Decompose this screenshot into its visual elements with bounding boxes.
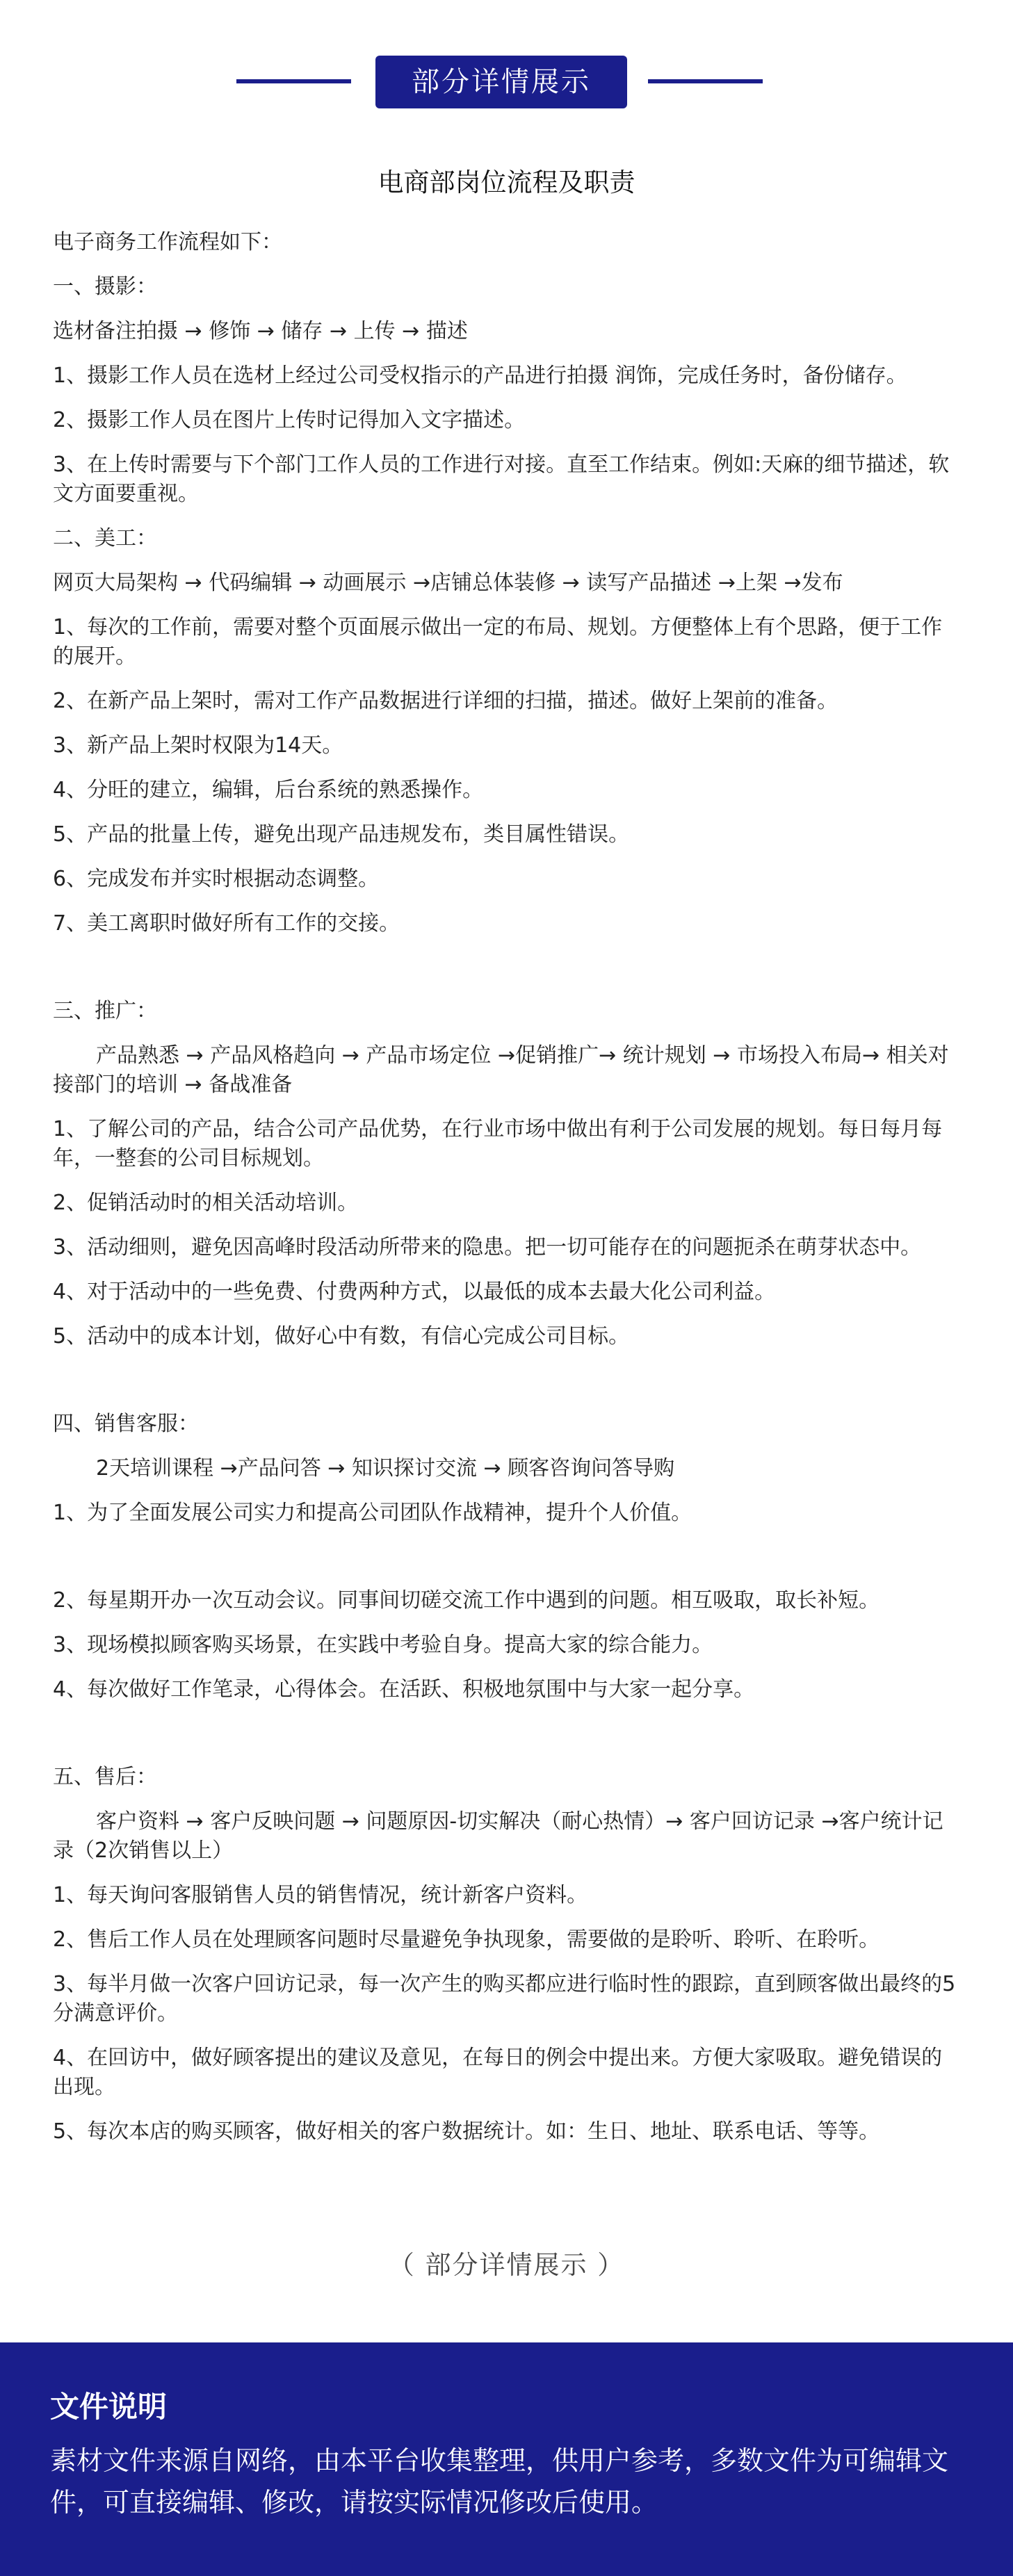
list-item: 5、每次本店的购买顾客，做好相关的客户数据统计。如：生日、地址、联系电话、等等。 (53, 2119, 880, 2144)
list-item: 4、每次做好工作笔录，心得体会。在活跃、积极地氛围中与大家一起分享。 (53, 1677, 755, 1702)
list-item: 6、完成发布并实时根据动态调整。 (53, 867, 380, 891)
list-item: 2、促销活动时的相关活动培训。 (53, 1191, 359, 1215)
list-item: 1、为了全面发展公司实力和提高公司团队作战精神，提升个人价值。 (53, 1501, 692, 1525)
list-item: 4、对于活动中的一些免费、付费两种方式，以最低的成本去最大化公司利益。 (53, 1280, 776, 1304)
list-item: 3、每半月做一次客户回访记录，每一次产生的购买都应进行临时性的跟踪，直到顾客做出最终的5分满意评价。 (53, 1972, 956, 2025)
document-body (53, 228, 957, 2162)
process-flow-sales-service: 2天培训课程 →产品问答 → 知识探讨交流 → 顾客咨询问答导购 (96, 1456, 675, 1481)
list-item: 1、了解公司的产品，结合公司产品优势，在行业市场中做出有利于公司发展的规划。每日每月每年，一整套的公司目标规划。 (53, 1117, 943, 1171)
header-banner (0, 56, 1013, 108)
list-item: 2、在新产品上架时，需对工作产品数据进行详细的扫描，描述。做好上架前的准备。 (53, 689, 838, 713)
list-item: 1、每天询问客服销售人员的销售情况，统计新客户资料。 (53, 1883, 588, 1907)
document-title: 电商部岗位流程及职责 (378, 168, 635, 197)
list-item: 4、分旺的建立，编辑，后台系统的熟悉操作。 (53, 778, 484, 802)
list-item: 1、摄影工作人员在选材上经过公司受权指示的产品进行拍摄 润饰，完成任务时，备份储存。 (53, 364, 907, 388)
list-item: 2、售后工作人员在处理顾客问题时尽量避免争执现象，需要做的是聆听、聆听、在聆听。 (53, 1927, 880, 1952)
header-divider-right (648, 79, 763, 83)
process-flow-promotion: 产品熟悉 → 产品风格趋向 → 产品市场定位 →促销推广→ 统计规划 → 市场投入布局→ 相关对接部门的培训 → 备战准备 (53, 1043, 949, 1097)
header-divider-left (236, 79, 351, 83)
section-heading-sales-service: 四、销售客服： (53, 1412, 199, 1436)
list-item: 3、活动细则，避免因高峰时段活动所带来的隐患。把一切可能存在的问题扼杀在萌芽状态中。 (53, 1235, 922, 1260)
footer-description: 素材文件来源自网络，由本平台收集整理，供用户参考，多数文件为可编辑文件，可直接编辑、修改，请按实际情况修改后使用。 (50, 2445, 949, 2518)
list-item: 5、活动中的成本计划，做好心中有数，有信心完成公司目标。 (53, 1324, 630, 1348)
list-item: 5、产品的批量上传，避免出现产品违规发布，类目属性错误。 (53, 822, 630, 847)
header-badge: 部分详情展示 (375, 56, 627, 108)
list-item: 7、美工离职时做好所有工作的交接。 (53, 911, 400, 936)
list-item: 3、新产品上架时权限为14天。 (53, 733, 343, 758)
section-heading-after-sales: 五、售后： (53, 1765, 157, 1789)
process-flow-photography: 选材备注拍摄 → 修饰 → 储存 → 上传 → 描述 (53, 319, 468, 343)
footer-notice (0, 2342, 1013, 2576)
section-heading-photography: 一、摄影： (53, 275, 157, 299)
intro-line: 电子商务工作流程如下： (53, 230, 282, 254)
process-flow-design: 网页大局架构 → 代码编辑 → 动画展示 →店铺总体装修 → 读写产品描述 →上架 →发布 (53, 571, 843, 595)
section-heading-promotion: 三、推广： (53, 999, 157, 1023)
list-item: 3、在上传时需要与下个部门工作人员的工作进行对接。直至工作结束。例如:天麻的细节描述，软文方面要重视。 (53, 453, 950, 506)
preview-caption: （ 部分详情展示 ） (388, 2250, 625, 2280)
list-item: 2、每星期开办一次互动会议。同事间切磋交流工作中遇到的问题。相互吸取，取长补短。 (53, 1588, 880, 1613)
list-item: 3、现场模拟顾客购买场景，在实践中考验自身。提高大家的综合能力。 (53, 1633, 713, 1657)
list-item: 1、每次的工作前，需要对整个页面展示做出一定的布局、规划。方便整体上有个思路，便于工作的展开。 (53, 615, 943, 669)
list-item: 2、摄影工作人员在图片上传时记得加入文字描述。 (53, 408, 526, 432)
list-item: 4、在回访中，做好顾客提出的建议及意见，在每日的例会中提出来。方便大家吸取。避免错误的出现。 (53, 2046, 943, 2099)
section-heading-design: 二、美工： (53, 526, 157, 551)
process-flow-after-sales: 客户资料 → 客户反映问题 → 问题原因-切实解决（耐心热情）→ 客户回访记录 →客户统计记录（2次销售以上） (53, 1809, 943, 1863)
footer-title: 文件说明 (50, 2390, 168, 2424)
